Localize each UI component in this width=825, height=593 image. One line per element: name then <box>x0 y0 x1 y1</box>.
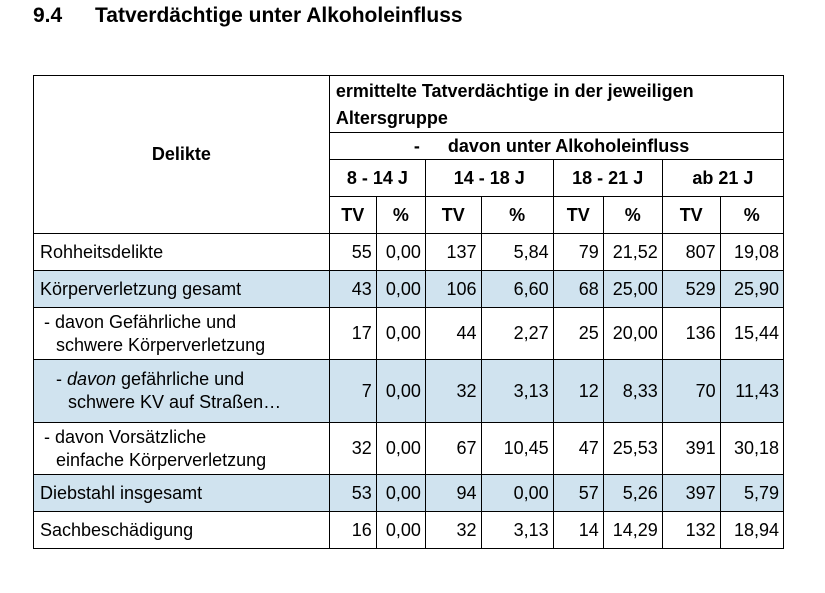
header-delikte: Delikte <box>34 76 330 234</box>
cell-value: 0,00 <box>376 423 425 475</box>
row-label-line1: - davon Vorsätzliche <box>44 426 207 447</box>
row-label: Diebstahl insgesamt <box>34 475 330 512</box>
cell-value: 16 <box>329 512 376 549</box>
cell-value: 8,33 <box>603 360 662 423</box>
cell-value: 67 <box>425 423 481 475</box>
suspects-table <box>33 75 784 549</box>
cell-value: 0,00 <box>376 271 425 308</box>
cell-value: 47 <box>553 423 603 475</box>
cell-value: 0,00 <box>481 475 553 512</box>
cell-value: 32 <box>425 512 481 549</box>
cell-value: 529 <box>662 271 720 308</box>
cell-value: 25,00 <box>603 271 662 308</box>
cell-value: 15,44 <box>720 308 783 360</box>
cell-value: 10,45 <box>481 423 553 475</box>
cell-value: 18,94 <box>720 512 783 549</box>
header-age-group: ab 21 J <box>662 160 783 197</box>
cell-value: 2,27 <box>481 308 553 360</box>
cell-value: 25,53 <box>603 423 662 475</box>
table-row <box>34 234 784 271</box>
row-label-line2: schwere Körperverletzung <box>56 334 266 355</box>
cell-value: 807 <box>662 234 720 271</box>
cell-value: 391 <box>662 423 720 475</box>
header-sub-dash: - <box>413 135 420 156</box>
row-label <box>34 423 330 475</box>
row-label-line2: einfache Körperverletzung <box>56 449 267 470</box>
cell-value: 0,00 <box>376 475 425 512</box>
row-label: Rohheitsdelikte <box>34 234 330 271</box>
section-heading <box>33 4 463 28</box>
cell-value: 55 <box>329 234 376 271</box>
cell-value: 14 <box>553 512 603 549</box>
table-row <box>34 271 784 308</box>
cell-value: 68 <box>553 271 603 308</box>
cell-value: 397 <box>662 475 720 512</box>
header-sub-text: davon unter Alkoholeinfluss <box>447 135 690 156</box>
cell-value: 70 <box>662 360 720 423</box>
cell-value: 5,84 <box>481 234 553 271</box>
table-row <box>34 308 784 360</box>
row-label-emphasis: davon <box>67 369 117 389</box>
header-tv: TV <box>662 197 720 234</box>
row-label-line1 <box>40 368 325 391</box>
header-tv: TV <box>425 197 481 234</box>
cell-value: 12 <box>553 360 603 423</box>
cell-value: 0,00 <box>376 512 425 549</box>
cell-value: 106 <box>425 271 481 308</box>
header-tv: TV <box>329 197 376 234</box>
cell-value: 30,18 <box>720 423 783 475</box>
row-label-line2: schwere KV auf Straßen… <box>68 392 282 412</box>
cell-value: 3,13 <box>481 512 553 549</box>
cell-value: 137 <box>425 234 481 271</box>
table-row <box>34 512 784 549</box>
header-pct: % <box>481 197 553 234</box>
row-label: Sachbeschädigung <box>34 512 330 549</box>
cell-value: 21,52 <box>603 234 662 271</box>
cell-value: 53 <box>329 475 376 512</box>
cell-value: 136 <box>662 308 720 360</box>
cell-value: 25 <box>553 308 603 360</box>
cell-value: 44 <box>425 308 481 360</box>
row-label <box>34 360 330 423</box>
cell-value: 0,00 <box>376 360 425 423</box>
table-row <box>34 423 784 475</box>
row-label-line1: - davon Gefährliche und <box>44 311 237 332</box>
cell-value: 57 <box>553 475 603 512</box>
header-sub <box>329 133 783 160</box>
cell-value: 5,79 <box>720 475 783 512</box>
cell-value: 5,26 <box>603 475 662 512</box>
cell-value: 132 <box>662 512 720 549</box>
cell-value: 20,00 <box>603 308 662 360</box>
cell-value: 14,29 <box>603 512 662 549</box>
cell-value: 32 <box>329 423 376 475</box>
row-label-rest: gefährliche und <box>116 369 245 389</box>
cell-value: 43 <box>329 271 376 308</box>
row-label-prefix: - <box>56 369 67 389</box>
header-pct: % <box>720 197 783 234</box>
header-age-group: 18 - 21 J <box>553 160 662 197</box>
table-row <box>34 360 784 423</box>
header-age-group: 8 - 14 J <box>329 160 425 197</box>
table-row <box>34 475 784 512</box>
cell-value: 25,90 <box>720 271 783 308</box>
cell-value: 32 <box>425 360 481 423</box>
cell-value: 0,00 <box>376 234 425 271</box>
header-pct: % <box>603 197 662 234</box>
section-number: 9.4 <box>33 4 63 27</box>
cell-value: 3,13 <box>481 360 553 423</box>
cell-value: 11,43 <box>720 360 783 423</box>
section-title: Tatverdächtige unter Alkoholeinfluss <box>95 4 463 27</box>
cell-value: 0,00 <box>376 308 425 360</box>
header-age-group: 14 - 18 J <box>425 160 553 197</box>
cell-value: 17 <box>329 308 376 360</box>
cell-value: 19,08 <box>720 234 783 271</box>
cell-value: 79 <box>553 234 603 271</box>
cell-value: 6,60 <box>481 271 553 308</box>
row-label: Körperverletzung gesamt <box>34 271 330 308</box>
header-main: ermittelte Tatverdächtige in der jeweiligen Altersgruppe <box>329 76 783 133</box>
header-pct: % <box>376 197 425 234</box>
cell-value: 7 <box>329 360 376 423</box>
header-tv: TV <box>553 197 603 234</box>
row-label <box>34 308 330 360</box>
cell-value: 94 <box>425 475 481 512</box>
